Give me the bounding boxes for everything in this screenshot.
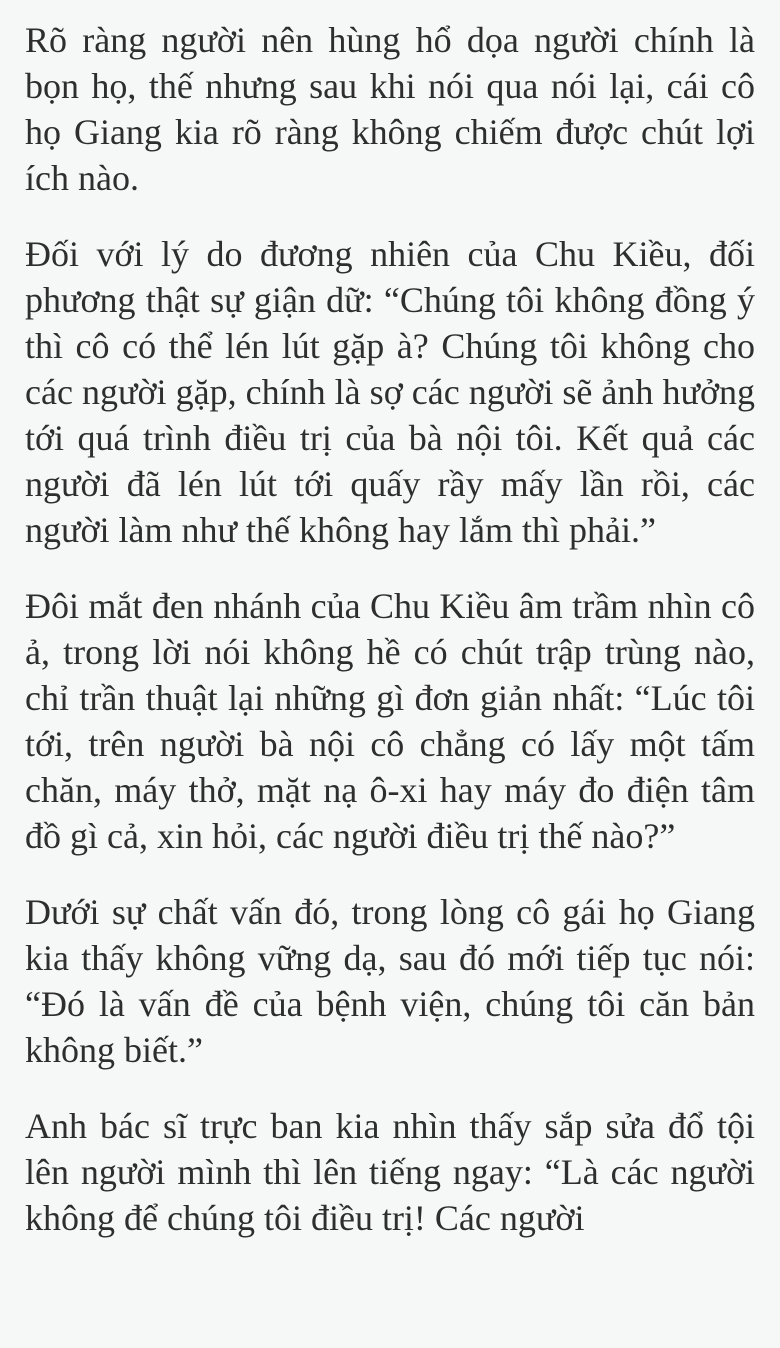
- paragraph: Dưới sự chất vấn đó, trong lòng cô gái họ Giang kia thấy không vững dạ, sau đó mới tiếp tục nói: “Đó là vấn đề của bệnh viện, chúng tôi căn bản không biết.”: [25, 892, 755, 1070]
- chapter-text: [25, 17, 755, 1241]
- paragraph: Anh bác sĩ trực ban kia nhìn thấy sắp sửa đổ tội lên người mình thì lên tiếng ngay: “Là các người không để chúng tôi điều trị! Các người: [25, 1106, 755, 1238]
- paragraph: Đôi mắt đen nhánh của Chu Kiều âm trầm nhìn cô ả, trong lời nói không hề có chút trập trùng nào, chỉ trần thuật lại những gì đơn giản nhất: “Lúc tôi tới, trên người bà nội cô chẳng có lấy một tấm chăn, máy thở, mặt nạ ô-xi hay máy đo điện tâm đồ gì cả, xin hỏi, các người điều trị thế nào?”: [25, 586, 755, 856]
- paragraph: Rõ ràng người nên hùng hổ dọa người chính là bọn họ, thế nhưng sau khi nói qua nói lại, cái cô họ Giang kia rõ ràng không chiếm được chút lợi ích nào.: [25, 20, 755, 198]
- paragraph: Đối với lý do đương nhiên của Chu Kiều, đối phương thật sự giận dữ: “Chúng tôi không đồng ý thì cô có thể lén lút gặp à? Chúng tôi không cho các người gặp, chính là sợ các người sẽ ảnh hưởng tới quá trình điều trị của bà nội tôi. Kết quả các người đã lén lút tới quấy rầy mấy lần rồi, các người làm như thế không hay lắm thì phải.”: [25, 234, 755, 550]
